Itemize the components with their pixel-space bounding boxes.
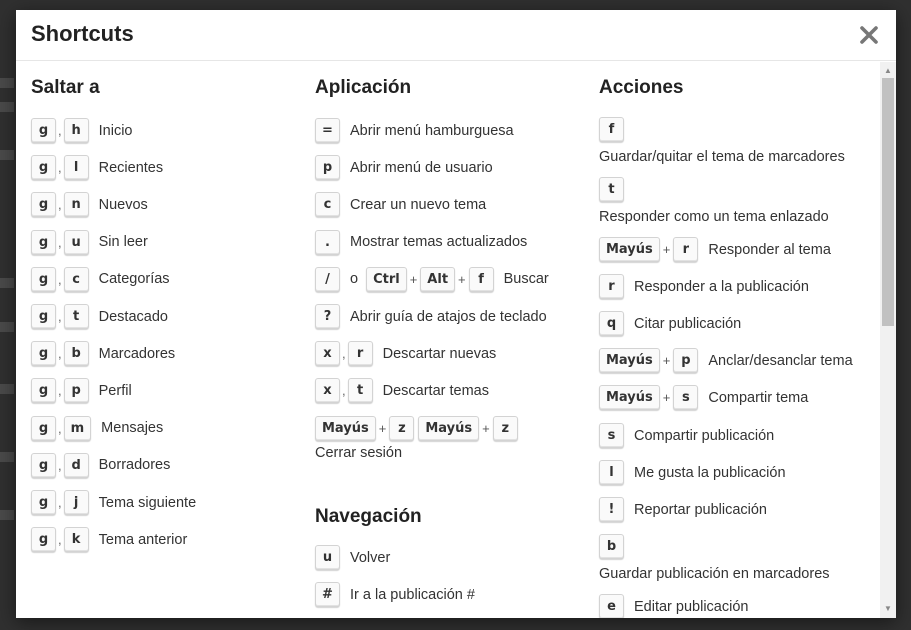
key-cap: u [315,545,340,570]
key-cap: Mayús [599,385,660,410]
key-cap: g [31,192,56,217]
key-cap: s [673,385,698,410]
close-button[interactable] [856,22,882,48]
key-cap: g [31,230,56,255]
shortcut-row [315,230,527,255]
shortcut-label: Compartir tema [708,389,809,406]
shortcut-label: Destacado [98,308,168,325]
plus-sign: + [662,390,671,405]
key-cap: n [64,192,89,217]
shortcut-row [315,545,390,570]
key-cap: c [315,192,340,217]
shortcut-label: Tema siguiente [98,494,197,511]
key-cap: . [315,230,340,255]
shortcut-label: Me gusta la publicación [634,464,786,481]
shortcut-label: Editar publicación [634,598,749,615]
key-cap: g [31,527,56,552]
shortcut-row [315,378,489,403]
shortcut-label: Recientes [98,159,164,176]
key-cap: b [64,341,89,366]
comma-separator: , [58,309,62,324]
shortcut-label: Abrir menú hamburguesa [350,122,514,139]
shortcut-row [315,341,496,366]
key-cap: Mayús [315,416,376,441]
shortcut-row [31,378,132,403]
shortcut-label: Nuevos [98,196,148,213]
key-cap: s [599,423,624,448]
shortcut-row [315,304,547,329]
shortcut-label: Cerrar sesión [315,444,403,461]
key-cap: Mayús [599,237,660,262]
key-cap: ? [315,304,340,329]
shortcut-label: Buscar [503,271,549,288]
comma-separator: , [58,271,62,287]
shortcut-row [599,311,741,336]
shortcut-row [315,192,486,217]
plus-sign: + [662,353,671,368]
plus-sign: + [378,420,387,436]
column-title-app: Aplicación [315,77,412,98]
shortcut-row [31,155,163,180]
backdrop-text-fragment [0,384,14,394]
key-cap: c [64,267,89,292]
key-cap: g [31,155,56,180]
shortcut-row [31,527,187,552]
shortcut-label: Categorías [98,271,170,288]
key-cap: p [673,348,698,373]
shortcut-label: Guardar publicación en marcadores [599,566,830,582]
key-cap: g [31,416,56,441]
shortcut-label: Responder al tema [708,241,831,258]
key-cap: p [64,378,89,403]
shortcut-label: Responder como un tema enlazado [599,209,829,225]
comma-separator: , [342,346,346,362]
backdrop-text-fragment [0,510,14,520]
modal-header [16,10,896,61]
key-cap: g [31,378,56,403]
key-cap: j [64,490,89,515]
modal-title: Shortcuts [31,21,134,46]
arrow-down-icon[interactable]: ▼ [884,604,892,613]
plus-sign: + [662,242,671,257]
key-cap: g [31,341,56,366]
comma-separator: , [58,234,62,250]
key-cap: m [64,416,92,441]
shortcut-row [315,155,493,180]
comma-separator: , [58,123,62,138]
scrollbar-thumb[interactable] [882,78,894,326]
comma-separator: , [58,197,62,213]
shortcut-row [31,416,163,441]
shortcut-label: Citar publicación [634,315,742,332]
key-cap: t [64,304,89,329]
shortcut-row [599,594,748,618]
key-cap: = [315,118,340,143]
backdrop-text-fragment [0,102,14,112]
shortcut-row [31,118,132,143]
shortcut-label: Crear un nuevo tema [350,196,487,213]
shortcut-row [599,385,808,410]
shortcut-row [599,534,624,559]
key-cap: e [599,594,624,618]
key-cap: q [599,311,624,336]
key-cap: r [673,237,698,262]
shortcut-label: Reportar publicación [634,501,767,518]
shortcut-label: Abrir menú de usuario [350,159,493,176]
modal-body [16,62,880,618]
shortcut-row [599,177,624,202]
key-cap: r [348,341,373,366]
shortcut-row [31,341,175,366]
shortcut-label: Mostrar temas actualizados [350,234,528,251]
shortcut-row [315,416,518,441]
key-cap: f [469,267,494,292]
shortcut-label: Compartir publicación [634,427,775,444]
key-cap: f [599,117,624,142]
key-cap: g [31,304,56,329]
shortcut-row [31,490,196,515]
shortcut-label: Mensajes [101,420,164,437]
key-cap: p [315,155,340,180]
shortcut-label: Borradores [98,457,171,474]
key-cap: x [315,341,340,366]
shortcut-label: Perfil [98,382,132,399]
shortcut-row [315,118,514,143]
shortcut-label: Ir a la publicación # [350,586,475,603]
or-text: o [350,271,359,288]
shortcut-row [315,582,475,607]
column-title-nav: Navegación [315,506,422,527]
key-cap: g [31,118,56,143]
key-cap: l [599,460,624,485]
shortcut-label: Abrir guía de atajos de teclado [350,308,547,325]
key-cap: h [64,118,89,143]
shortcut-label: Tema anterior [98,531,188,548]
key-cap: Ctrl [366,267,407,292]
key-cap: Mayús [418,416,479,441]
column-title-actions: Acciones [599,77,684,98]
shortcut-row [31,267,170,292]
shortcut-label: Responder a la publicación [634,278,809,295]
shortcut-label: Guardar/quitar el tema de marcadores [599,149,845,165]
comma-separator: , [58,383,62,399]
shortcut-row [599,423,774,448]
backdrop-text-fragment [0,278,14,288]
comma-separator: , [58,495,62,510]
shortcut-row [31,192,148,217]
comma-separator: , [58,457,62,473]
key-cap: z [389,416,414,441]
backdrop-text-fragment [0,322,14,332]
comma-separator: , [342,383,346,399]
plus-sign: + [458,271,466,287]
comma-separator: , [58,532,62,548]
key-cap: # [315,582,340,607]
key-cap: r [599,274,624,299]
shortcuts-modal [16,10,896,618]
comma-separator: , [58,420,62,436]
shortcut-row [599,348,853,373]
shortcut-row [599,117,624,142]
key-cap: Alt [420,267,455,292]
shortcut-row [599,274,809,299]
comma-separator: , [58,346,62,362]
key-cap: t [599,177,624,202]
shortcut-row [31,230,148,255]
key-cap: u [64,230,89,255]
shortcut-row [31,453,170,478]
shortcut-row [599,497,767,522]
plus-sign: + [409,271,418,287]
shortcut-row [599,460,786,485]
shortcut-label: Inicio [98,122,133,139]
shortcut-row [315,267,549,292]
shortcut-label: Anclar/desanclar tema [708,352,853,369]
shortcut-row [599,237,831,262]
close-icon [856,22,882,48]
key-cap: / [315,267,340,292]
scrollbar[interactable] [880,62,896,618]
key-cap: z [493,416,518,441]
shortcut-label: Descartar nuevas [382,345,497,362]
plus-sign: + [482,420,490,436]
arrow-up-icon[interactable]: ▲ [884,66,892,75]
column-title-jump: Saltar a [31,77,100,98]
shortcut-label: Descartar temas [382,382,489,399]
key-cap: d [64,453,89,478]
key-cap: x [315,378,340,403]
key-cap: l [64,155,89,180]
backdrop-text-fragment [0,150,14,160]
key-cap: t [348,378,373,403]
key-cap: g [31,267,56,292]
key-cap: k [64,527,89,552]
key-cap: ! [599,497,624,522]
key-cap: Mayús [599,348,660,373]
shortcut-row [31,304,168,329]
shortcut-label: Sin leer [98,234,148,251]
backdrop-text-fragment [0,78,14,88]
key-cap: b [599,534,624,559]
key-cap: g [31,453,56,478]
key-cap: g [31,490,56,515]
comma-separator: , [58,160,62,176]
shortcut-label: Marcadores [98,345,176,362]
shortcut-label: Volver [350,549,391,566]
backdrop-text-fragment [0,452,14,462]
